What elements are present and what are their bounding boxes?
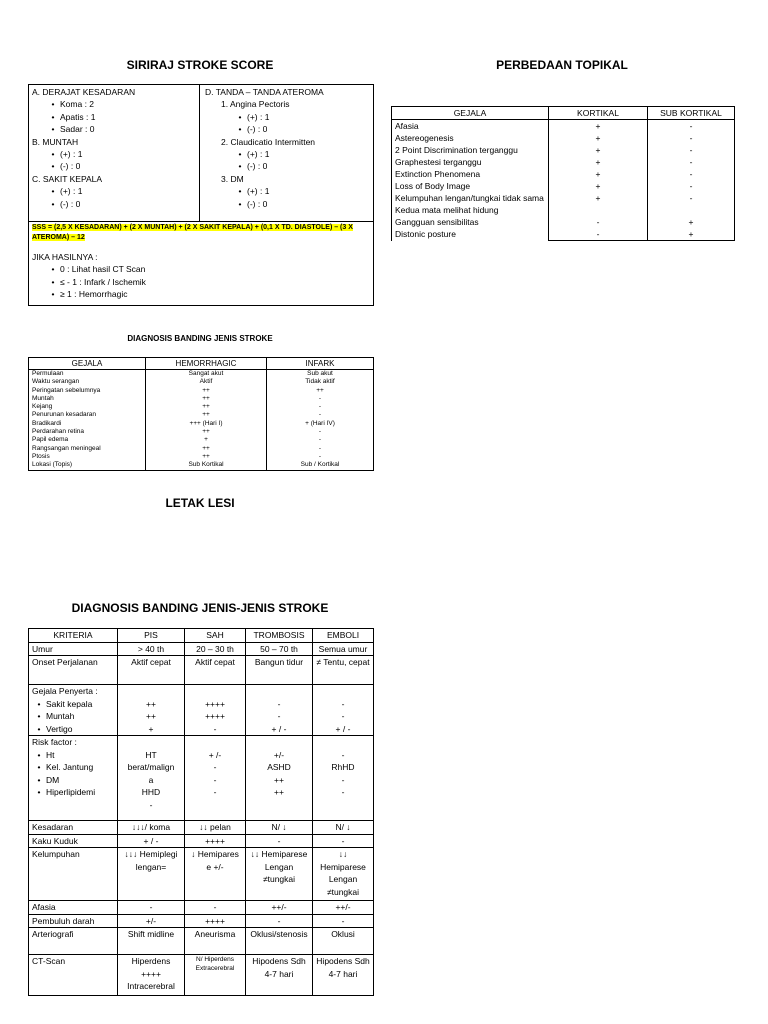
gejala-text: Permulaan — [32, 370, 64, 377]
banding2-title: DIAGNOSIS BANDING JENIS-JENIS STROKE — [71, 601, 329, 615]
sss-formula: SSS = (2,5 X KESADARAN) + (2 X MUNTAH) + (2 X SAKIT KEPALA) + (0,1 X TD. DIASTOLE) – (3 X ATEROMA) – 12 — [32, 224, 353, 241]
siriraj-col-a — [29, 85, 200, 222]
gejala-text: 2 Point Discrimination terganggu — [395, 145, 518, 155]
trombosis-cell: ++/- — [246, 901, 313, 915]
gejala-item: • Sakit kepala — [18, 698, 114, 711]
gejala-text: Kedua mata melihat hidung — [395, 205, 499, 215]
sakit-kepala-item: • (-) : 0 — [32, 198, 196, 210]
kriteria-cell: Umur — [29, 642, 118, 656]
kesadaran-heading: A. DERAJAT KESADARAN — [32, 87, 136, 97]
sah-value: - — [213, 723, 217, 734]
table-row — [29, 736, 374, 821]
pis-value: + — [148, 723, 154, 734]
subkortikal-value: - — [689, 133, 693, 143]
gejala-text: Distonic posture — [395, 229, 456, 239]
dm-item: • (-) : 0 — [219, 198, 367, 210]
emboli-value: - — [341, 698, 345, 709]
kortikal-value: + — [595, 133, 601, 143]
gejala-text: Afasia — [395, 121, 419, 131]
emboli-cell: N/ ↓ — [313, 821, 374, 835]
risk-item: • DM — [18, 774, 114, 787]
topikal-title: PERBEDAAN TOPIKAL — [496, 58, 628, 72]
gejala-text: Bradikardi — [32, 419, 62, 427]
table-row — [29, 928, 374, 955]
letak-lesi-heading: LETAK LESI — [165, 496, 235, 510]
kortikal-value: + — [595, 121, 601, 131]
gejala-text: Waktu serangan — [32, 378, 80, 386]
emboli-cell: - — [313, 834, 374, 848]
emboli-value: - — [341, 749, 345, 760]
infark-cell — [267, 370, 374, 471]
gejala-text: Lokasi (Topis) — [32, 461, 73, 469]
sakit-kepala-item: • (+) : 1 — [32, 185, 196, 197]
banding1-header: HEMORRHAGIC — [146, 358, 267, 370]
trombosis-value: - — [277, 711, 281, 721]
subkortikal-value: - — [689, 121, 693, 131]
sah-value: ++++ — [205, 711, 225, 721]
sah-cell: ↓ Hemipares e +/- — [185, 848, 246, 901]
siriraj-col-d — [199, 85, 373, 222]
pis-cell: ↓↓↓ Hemiplegi lengan= — [118, 848, 185, 901]
kriteria-cell: Kaku Kuduk — [29, 834, 118, 848]
hemorrhagic-value: ++ — [202, 411, 210, 419]
kesadaran-item: • Koma : 2 — [32, 98, 196, 110]
trombosis-cell — [246, 736, 313, 821]
kriteria-cell: Afasia — [29, 901, 118, 915]
banding1-table — [28, 357, 374, 471]
emboli-value: - — [341, 787, 345, 797]
emboli-cell: Semua umur — [313, 642, 374, 656]
trombosis-cell: Hipodens Sdh 4-7 hari — [246, 955, 313, 996]
gejala-text: Penurunan kesadaran — [32, 411, 96, 419]
infark-value: - — [318, 444, 322, 452]
emboli-cell: ++/- — [313, 901, 374, 915]
table-row — [29, 370, 374, 471]
pis-value: berat/malign — [127, 762, 175, 772]
trombosis-cell: N/ ↓ — [246, 821, 313, 835]
banding2-header: TROMBOSIS — [246, 629, 313, 643]
muntah-heading: B. MUNTAH — [32, 136, 79, 147]
pis-cell: Aktif cepat — [118, 656, 185, 685]
pis-value: ++ — [146, 711, 156, 721]
sakit-kepala-heading: C. SAKIT KEPALA — [32, 173, 103, 184]
emboli-cell: - — [313, 914, 374, 928]
infark-value: - — [318, 403, 322, 411]
kortikal-value: + — [595, 181, 601, 191]
gejala-text: Perdarahan retina — [32, 428, 85, 436]
trombosis-value: ++ — [274, 774, 284, 785]
hemorrhagic-value: ++ — [202, 386, 210, 394]
gejala-text: Ptosis — [32, 452, 50, 460]
trombosis-value: ++ — [274, 787, 284, 797]
gejala-text: Loss of Body Image — [395, 181, 471, 191]
trombosis-cell: Bangun tidur — [246, 656, 313, 685]
emboli-cell — [313, 685, 374, 736]
kriteria-cell: Onset Perjalanan — [29, 656, 118, 685]
emboli-value: - — [341, 711, 345, 721]
topikal-header: GEJALA — [392, 107, 549, 120]
trombosis-cell: - — [246, 914, 313, 928]
trombosis-cell: ↓↓ Hemiparese Lengan ≠tungkai — [246, 848, 313, 901]
hemorrhagic-value: Sangat akut — [188, 370, 224, 377]
table-row — [29, 685, 374, 736]
emboli-cell: Oklusi — [313, 928, 374, 955]
subkortikal-value: - — [689, 145, 693, 155]
pis-value: ++ — [146, 698, 156, 709]
gejala-cell — [29, 370, 146, 471]
banding2-header: KRITERIA — [29, 629, 118, 643]
table-row — [29, 834, 374, 848]
gejala-text: Gangguan sensibilitas — [395, 217, 479, 227]
gejala-text: Extinction Phenomena — [395, 169, 481, 179]
pis-value: HHD — [141, 787, 161, 797]
pis-cell: +/- — [118, 914, 185, 928]
muntah-item: • (+) : 1 — [32, 148, 196, 160]
gejala-item: • Vertigo — [18, 723, 114, 736]
kriteria-cell: Pembuluh darah — [29, 914, 118, 928]
subkortikal-cell — [648, 120, 735, 241]
sah-cell: N/ Hiperdens Extracerebral — [185, 955, 246, 996]
gejala-text: Muntah — [32, 394, 54, 402]
pis-cell: Shift midline — [118, 928, 185, 955]
hemorrhagic-value: Sub Kortikal — [188, 461, 224, 469]
trombosis-value: ASHD — [267, 762, 291, 772]
infark-value: - — [318, 428, 322, 436]
hemorrhagic-value: + — [204, 436, 208, 444]
claudicatio-label: 2. Claudicatio Intermitten — [221, 136, 316, 147]
pis-value: a — [148, 774, 154, 785]
sah-cell: 20 – 30 th — [185, 642, 246, 656]
emboli-cell — [313, 736, 374, 821]
emboli-cell: ≠ Tentu, cepat — [313, 656, 374, 685]
gejala-penyerta-cell — [29, 685, 118, 736]
banding1-header: INFARK — [267, 358, 374, 370]
gejala-text: Kejang — [32, 403, 53, 411]
subkortikal-value: - — [689, 181, 693, 191]
table-row — [29, 848, 374, 901]
hasil-section — [29, 245, 373, 301]
trombosis-cell: - — [246, 834, 313, 848]
trombosis-value: + / - — [271, 723, 287, 734]
sah-cell: ++++ — [185, 834, 246, 848]
infark-value: Tidak aktif — [305, 378, 335, 386]
claudicatio-item: • (-) : 0 — [219, 160, 367, 172]
gejala-text: Graphestesi terganggu — [395, 157, 482, 167]
jika-hasil-label: JIKA HASILNYA : — [32, 252, 98, 262]
emboli-cell: Hipodens Sdh 4-7 hari — [313, 955, 374, 996]
kriteria-cell: Arteriografi — [29, 928, 118, 955]
table-row — [29, 955, 374, 996]
table-row — [29, 914, 374, 928]
kesadaran-item: • Apatis : 1 — [32, 111, 196, 123]
dm-label: 3. DM — [221, 173, 244, 184]
table-row — [29, 821, 374, 835]
hemorrhagic-value: Aktif — [199, 378, 213, 386]
infark-value: - — [318, 394, 322, 402]
banding2-table — [28, 628, 374, 996]
sah-cell: Aktif cepat — [185, 656, 246, 685]
siriraj-box — [28, 84, 374, 306]
hemorrhagic-value: ++ — [202, 403, 210, 411]
kriteria-cell: CT-Scan — [29, 955, 118, 996]
emboli-cell: ↓↓ Hemiparese Lengan ≠tungkai — [313, 848, 374, 901]
dm-item: • (+) : 1 — [219, 185, 367, 197]
hemorrhagic-value: +++ (Hari I) — [189, 419, 223, 427]
sah-value: - — [213, 762, 217, 772]
table-row — [29, 642, 374, 656]
pis-cell — [118, 736, 185, 821]
hemorrhagic-value: ++ — [202, 428, 210, 436]
topikal-header: SUB KORTIKAL — [648, 107, 735, 120]
gejala-text: Peringatan sebelumnya — [32, 386, 101, 394]
angina-label: 1. Angina Pectoris — [221, 99, 290, 110]
pis-cell: Hiperdens ++++ Intracerebral — [118, 955, 185, 996]
banding1-header: GEJALA — [29, 358, 146, 370]
siriraj-title: SIRIRAJ STROKE SCORE — [126, 58, 274, 72]
hasil-item: • ≥ 1 : Hemorrhagic — [32, 288, 370, 300]
gejala-text: Astereogenesis — [395, 133, 454, 143]
trombosis-value: - — [277, 698, 281, 709]
subkortikal-value: - — [689, 193, 693, 203]
banding2-header: PIS — [118, 629, 185, 643]
risk-factor-cell — [29, 736, 118, 821]
risk-factor-label: Risk factor : — [32, 737, 77, 747]
kesadaran-item: • Sadar : 0 — [32, 123, 196, 135]
risk-item: • Kel. Jantung — [18, 761, 114, 774]
gejala-text: Rangsangan meningeal — [32, 444, 101, 452]
pis-value: - — [149, 799, 153, 810]
gejala-penyerta-label: Gejala Penyerta : — [32, 686, 98, 696]
pis-cell: ↓↓↓/ koma — [118, 821, 185, 835]
infark-value: Sub / Kortikal — [300, 461, 340, 469]
kriteria-cell: Kesadaran — [29, 821, 118, 835]
sah-cell: ↓↓ pelan — [185, 821, 246, 835]
kriteria-cell: Kelumpuhan — [29, 848, 118, 901]
gejala-text: Kelumpuhan lengan/tungkai tidak sama — [395, 193, 544, 203]
emboli-value: + / - — [335, 723, 351, 734]
sah-value: - — [213, 774, 217, 785]
subkortikal-value: + — [688, 229, 694, 239]
table-row — [29, 656, 374, 685]
table-row — [392, 120, 735, 241]
sah-cell: - — [185, 901, 246, 915]
banding2-header: EMBOLI — [313, 629, 374, 643]
kortikal-value: - — [596, 217, 600, 227]
hemorrhagic-value: ++ — [202, 394, 210, 402]
sah-cell — [185, 685, 246, 736]
table-row — [29, 901, 374, 915]
kortikal-value: + — [595, 169, 601, 179]
infark-value: Sub akut — [307, 370, 333, 377]
hasil-item: • ≤ - 1 : Infark / Ischemik — [32, 276, 370, 288]
banding1-title: DIAGNOSIS BANDING JENIS STROKE — [127, 334, 273, 343]
pis-cell: > 40 th — [118, 642, 185, 656]
trombosis-cell — [246, 685, 313, 736]
kortikal-value: + — [595, 193, 601, 203]
pis-value: HT — [145, 749, 157, 760]
topikal-table — [391, 106, 735, 241]
trombosis-value: +/- — [273, 749, 285, 760]
sah-cell — [185, 736, 246, 821]
gejala-item: • Muntah — [18, 710, 114, 723]
topikal-body — [392, 120, 735, 241]
topikal-header: KORTIKAL — [549, 107, 648, 120]
kortikal-value: - — [596, 229, 600, 239]
risk-item: • Hiperlipidemi — [18, 786, 114, 799]
subkortikal-value: + — [688, 217, 694, 227]
infark-value: ++ — [316, 386, 324, 394]
kortikal-value: + — [595, 157, 601, 167]
emboli-value: - — [341, 774, 345, 785]
hasil-item: • 0 : Lihat hasil CT Scan — [32, 263, 370, 275]
sah-cell: ++++ — [185, 914, 246, 928]
sss-formula-row — [29, 222, 373, 244]
muntah-item: • (-) : 0 — [32, 160, 196, 172]
subkortikal-value: - — [689, 157, 693, 167]
gejala-cell — [392, 120, 549, 241]
claudicatio-item: • (+) : 1 — [219, 148, 367, 160]
pis-cell: - — [118, 901, 185, 915]
ateroma-heading: D. TANDA – TANDA ATEROMA — [205, 87, 324, 97]
trombosis-cell: Oklusi/stenosis — [246, 928, 313, 955]
pis-cell — [118, 685, 185, 736]
pis-cell: + / - — [118, 834, 185, 848]
risk-item: • Ht — [18, 749, 114, 762]
infark-value: - — [318, 411, 322, 419]
hemorrhagic-value: ++ — [202, 452, 210, 460]
gejala-text: Papil edema — [32, 436, 69, 444]
angina-item: • (+) : 1 — [219, 111, 367, 123]
subkortikal-value: - — [689, 169, 693, 179]
emboli-value: RhHD — [331, 762, 355, 772]
sah-cell: Aneurisma — [185, 928, 246, 955]
trombosis-cell: 50 – 70 th — [246, 642, 313, 656]
infark-value: - — [318, 452, 322, 460]
sah-value: + /- — [208, 749, 222, 760]
infark-value: + (Hari IV) — [305, 419, 335, 427]
sah-value: ++++ — [205, 698, 225, 709]
infark-value: - — [318, 436, 322, 444]
kortikal-cell — [549, 120, 648, 241]
sah-value: - — [213, 787, 217, 797]
banding2-header: SAH — [185, 629, 246, 643]
angina-item: • (-) : 0 — [219, 123, 367, 135]
kortikal-value: + — [595, 145, 601, 155]
hemorrhagic-cell — [146, 370, 267, 471]
hemorrhagic-value: ++ — [202, 444, 210, 452]
